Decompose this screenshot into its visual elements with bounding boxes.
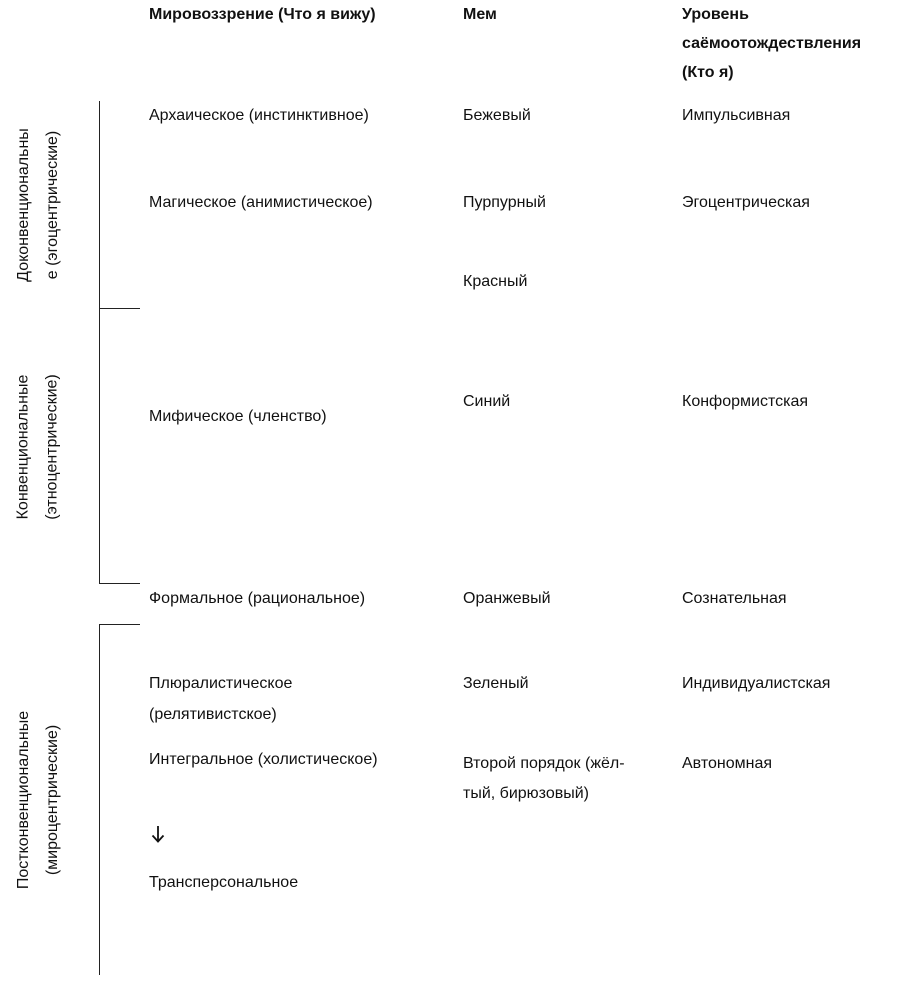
header-identity-line3: (Кто я) <box>682 64 734 81</box>
bracket-divider <box>99 308 140 309</box>
meme-cell: Красный <box>463 273 528 290</box>
bracket-line-preconventional <box>99 101 100 309</box>
identity-cell: Сознательная <box>682 590 787 607</box>
meme-cell: Бежевый <box>463 107 531 124</box>
group-label-line2: е (эгоцентрические) <box>44 130 61 280</box>
bracket-divider <box>99 624 140 625</box>
group-label-line2: (мироцентрические) <box>44 724 61 876</box>
identity-cell: Индивидуалистская <box>682 675 831 692</box>
bracket-line-conventional <box>99 309 100 584</box>
header-identity-line1: Уровень <box>682 6 749 23</box>
worldview-cell: Мифическое (членство) <box>149 408 327 425</box>
group-label-line1: Доконвенциональны <box>15 128 32 282</box>
group-conventional <box>8 309 68 584</box>
identity-cell: Автономная <box>682 755 772 772</box>
arrow-down-icon <box>151 823 165 845</box>
worldview-cell: Формальное (рациональное) <box>149 590 366 607</box>
group-label-line1: Конвенциональные <box>15 374 33 519</box>
header-meme: Мем <box>463 6 497 23</box>
group-preconventional <box>8 101 68 309</box>
identity-cell: Импульсивная <box>682 107 791 124</box>
worldview-cell: Трансперсональное <box>149 874 299 891</box>
header-worldview: Мировоззрение (Что я вижу) <box>149 6 376 23</box>
meme-cell: Зеленый <box>463 675 529 692</box>
group-label-line2: (этноцентрические) <box>44 373 62 520</box>
meme-cell-line1: Второй порядок (жёл- <box>463 755 625 772</box>
header-identity-line2: саёмоотождествления <box>682 35 862 52</box>
bracket-line-postconventional <box>99 625 100 975</box>
worldview-cell: Архаическое (инстинктивное) <box>149 107 369 124</box>
worldview-cell: Магическое (анимистическое) <box>149 194 373 211</box>
identity-cell: Конформистская <box>682 393 809 410</box>
group-postconventional <box>8 625 68 975</box>
meme-cell-line2: тый, бирюзовый) <box>463 785 589 802</box>
meme-cell: Оранжевый <box>463 590 551 607</box>
worldview-cell: Интегральное (холистическое) <box>149 751 378 768</box>
bracket-divider <box>99 583 140 584</box>
meme-cell: Пурпурный <box>463 194 546 211</box>
worldview-cell-line2: (релятивистское) <box>149 706 277 723</box>
group-label-line1: Постконвенциональные <box>15 710 32 890</box>
meme-cell: Синий <box>463 393 511 410</box>
identity-cell: Эгоцентрическая <box>682 194 810 211</box>
worldview-cell-line1: Плюралистическое <box>149 675 293 692</box>
